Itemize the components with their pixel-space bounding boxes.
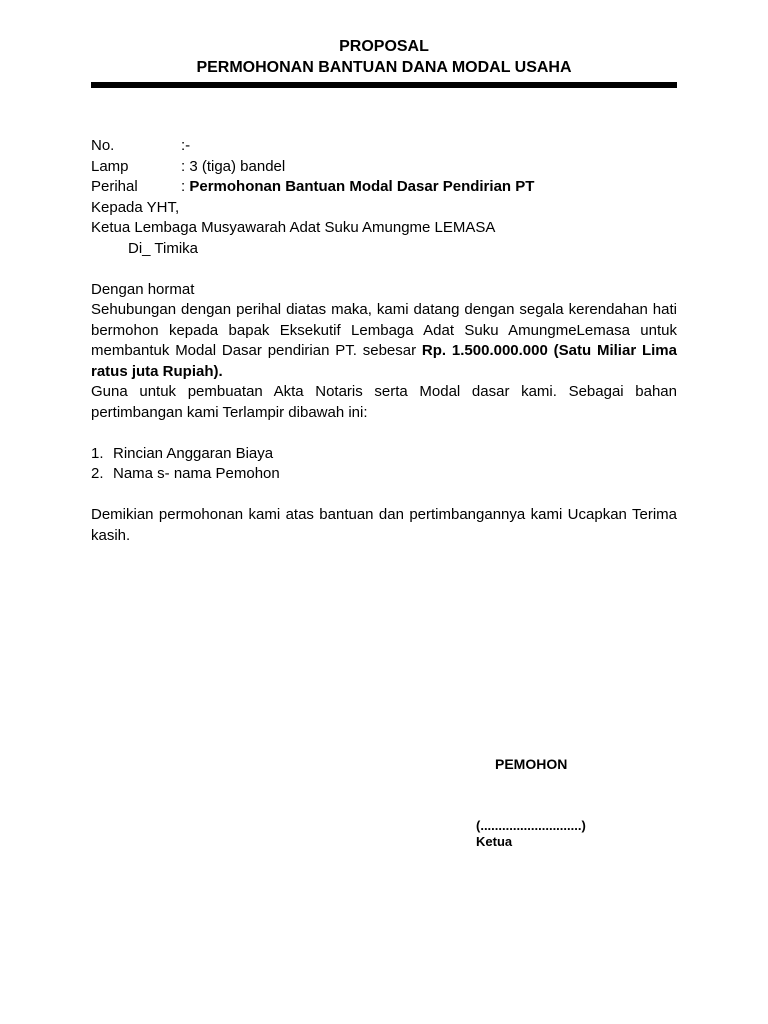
list-item-text: Nama s- nama Pemohon <box>113 465 280 482</box>
signature-line: (............................) <box>476 818 586 833</box>
body-paragraph-1 <box>91 300 677 382</box>
signature-label: PEMOHON <box>495 756 568 772</box>
body-paragraph-1-text: Sehubungan dengan perihal diatas maka, kami datang dengan segala kerendahan hati bermohon kepada bapak Eksekutif Lembaga Adat Suku AmungmeLemasa untuk membantuk Modal Dasar pendirian PT. sebesar <box>91 301 677 359</box>
body-paragraph-2: Guna untuk pembuatan Akta Notaris serta Modal dasar kami. Sebagai bahan pertimbangan kami Terlampir dibawah ini: <box>91 383 677 421</box>
list-item-text: Rincian Anggaran Biaya <box>113 444 274 462</box>
header-rule <box>91 82 677 88</box>
meta-perihal-label: Perihal <box>91 178 138 195</box>
meta-no-value: :- <box>181 137 191 154</box>
meta-perihal <box>91 177 677 198</box>
signature-role: Ketua <box>476 834 513 849</box>
letter-meta <box>91 136 677 259</box>
meta-no-label: No. <box>91 137 115 154</box>
meta-perihal-colon: : <box>181 178 190 195</box>
document-subtitle: PERMOHONAN BANTUAN DANA MODAL USAHA <box>196 59 572 76</box>
meta-perihal-value: Permohonan Bantuan Modal Dasar Pendirian PT <box>189 178 535 195</box>
closing-paragraph: Demikian permohonan kami atas bantuan dan pertimbangannya kami Ucapkan Terima kasih. <box>91 506 677 544</box>
document-page <box>91 0 677 546</box>
list-item <box>91 464 677 485</box>
meta-location: Di_ Timika <box>128 239 199 257</box>
meta-kepada: Kepada YHT, <box>91 198 180 216</box>
meta-no <box>91 136 677 157</box>
meta-recipient: Ketua Lembaga Musyawarah Adat Suku Amungme LEMASA <box>91 219 496 236</box>
attachment-list <box>91 444 677 485</box>
meta-lamp <box>91 157 677 178</box>
list-item <box>91 444 677 465</box>
meta-lamp-label: Lamp <box>91 157 129 175</box>
greeting: Dengan hormat <box>91 280 195 298</box>
signature-block <box>476 818 586 850</box>
list-item-number: 1. <box>91 444 104 462</box>
requested-amount: Rp. 1.500.000.000 (Satu Miliar Lima ratus juta Rupiah). <box>91 342 677 380</box>
document-title: PROPOSAL <box>339 38 429 55</box>
list-item-number: 2. <box>91 465 104 482</box>
meta-lamp-value: : 3 (tiga) bandel <box>181 157 286 175</box>
